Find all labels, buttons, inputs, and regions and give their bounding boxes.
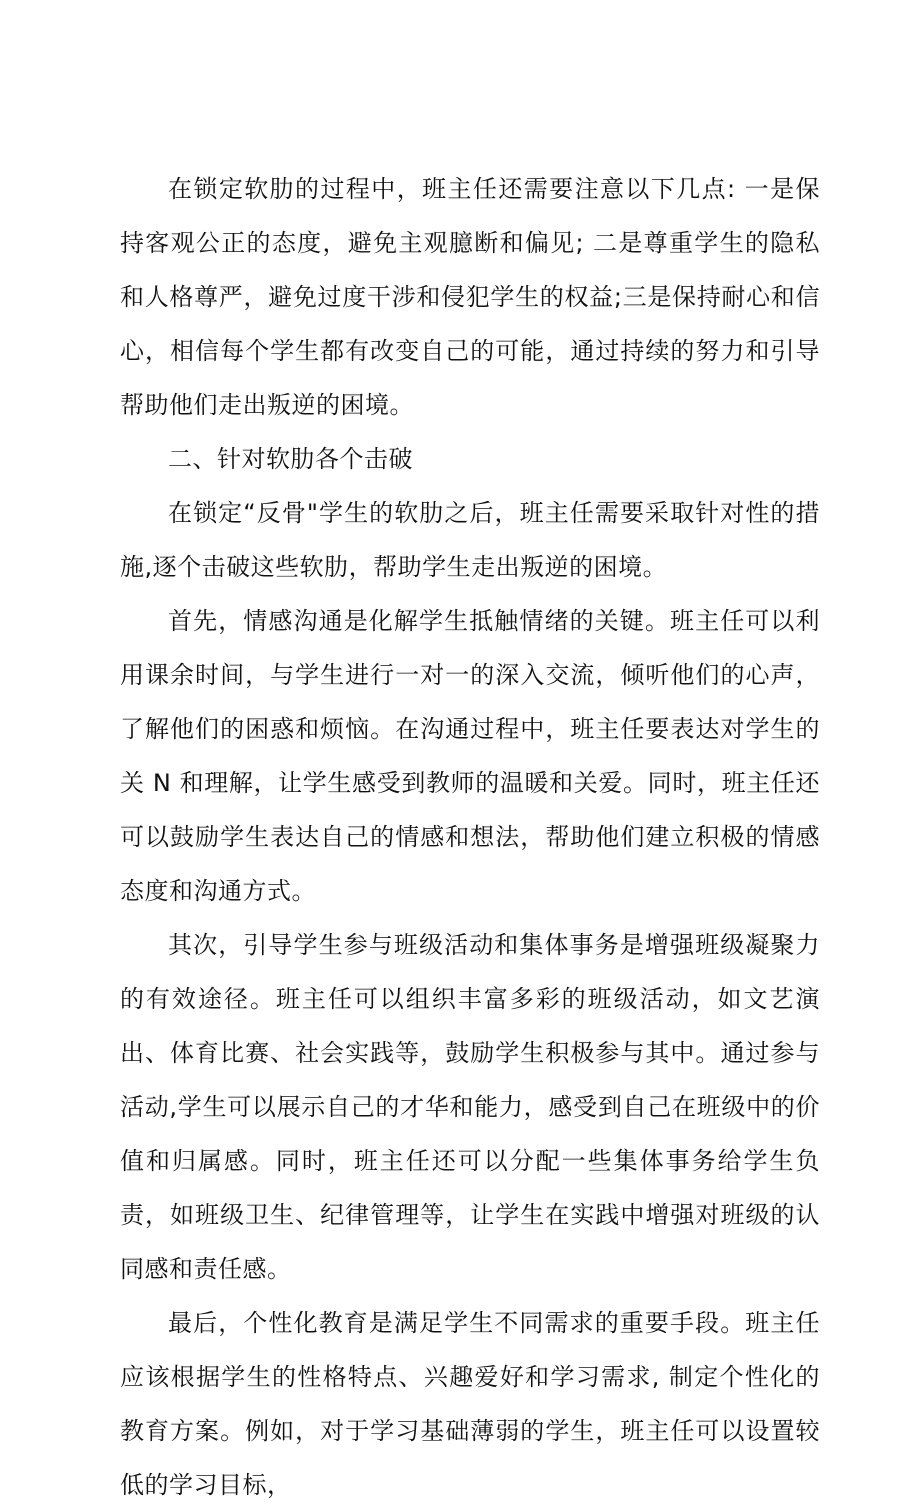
document-body [120,162,820,1512]
paragraph-body: 最后，个性化教育是满足学生不同需求的重要手段。班主任应该根据学生的性格特点、兴趣爱好和学习需求, 制定个性化的教育方案。例如，对于学习基础薄弱的学生，班主任可以设置较低的学习目标， [120,1309,820,1499]
paragraph-body: 在锁定“反骨"学生的软肋之后，班主任需要采取针对性的措施,逐个击破这些软肋，帮助学生走出叛逆的困境。 [120,499,820,581]
paragraph-body: 首先，情感沟通是化解学生抵触情绪的关键。班主任可以利用课余时间，与学生进行一对一的深入交流，倾听他们的心声，了解他们的困惑和烦恼。在沟通过程中，班主任要表达对学生的关 N 和理解，让学生感受到教师的温暖和关爱。同时，班主任还可以鼓励学生表达自己的情感和想法，帮助他们建立积极的情感态度和沟通方式。 [120,607,820,905]
paragraph-body: 其次，引导学生参与班级活动和集体事务是增强班级凝聚力的有效途径。班主任可以组织丰富多彩的班级活动，如文艺演出、体育比赛、社会实践等，鼓励学生积极参与其中。通过参与活动,学生可以展示自己的才华和能力，感受到自己在班级中的价值和归属感。同时，班主任还可以分配一些集体事务给学生负责，如班级卫生、纪律管理等，让学生在实践中增强对班级的认同感和责任感。 [120,931,820,1283]
section-heading: 二、针对软肋各个击破 [168,445,413,473]
paragraph-body: 在锁定软肋的过程中，班主任还需要注意以下几点: 一是保持客观公正的态度，避免主观臆断和偏见; 二是尊重学生的隐私和人格尊严，避免过度干涉和侵犯学生的权益;三是保持耐心和信心，相信每个学生都有改变自己的可能，通过持续的努力和引导帮助他们走出叛逆的困境。 [120,175,820,419]
